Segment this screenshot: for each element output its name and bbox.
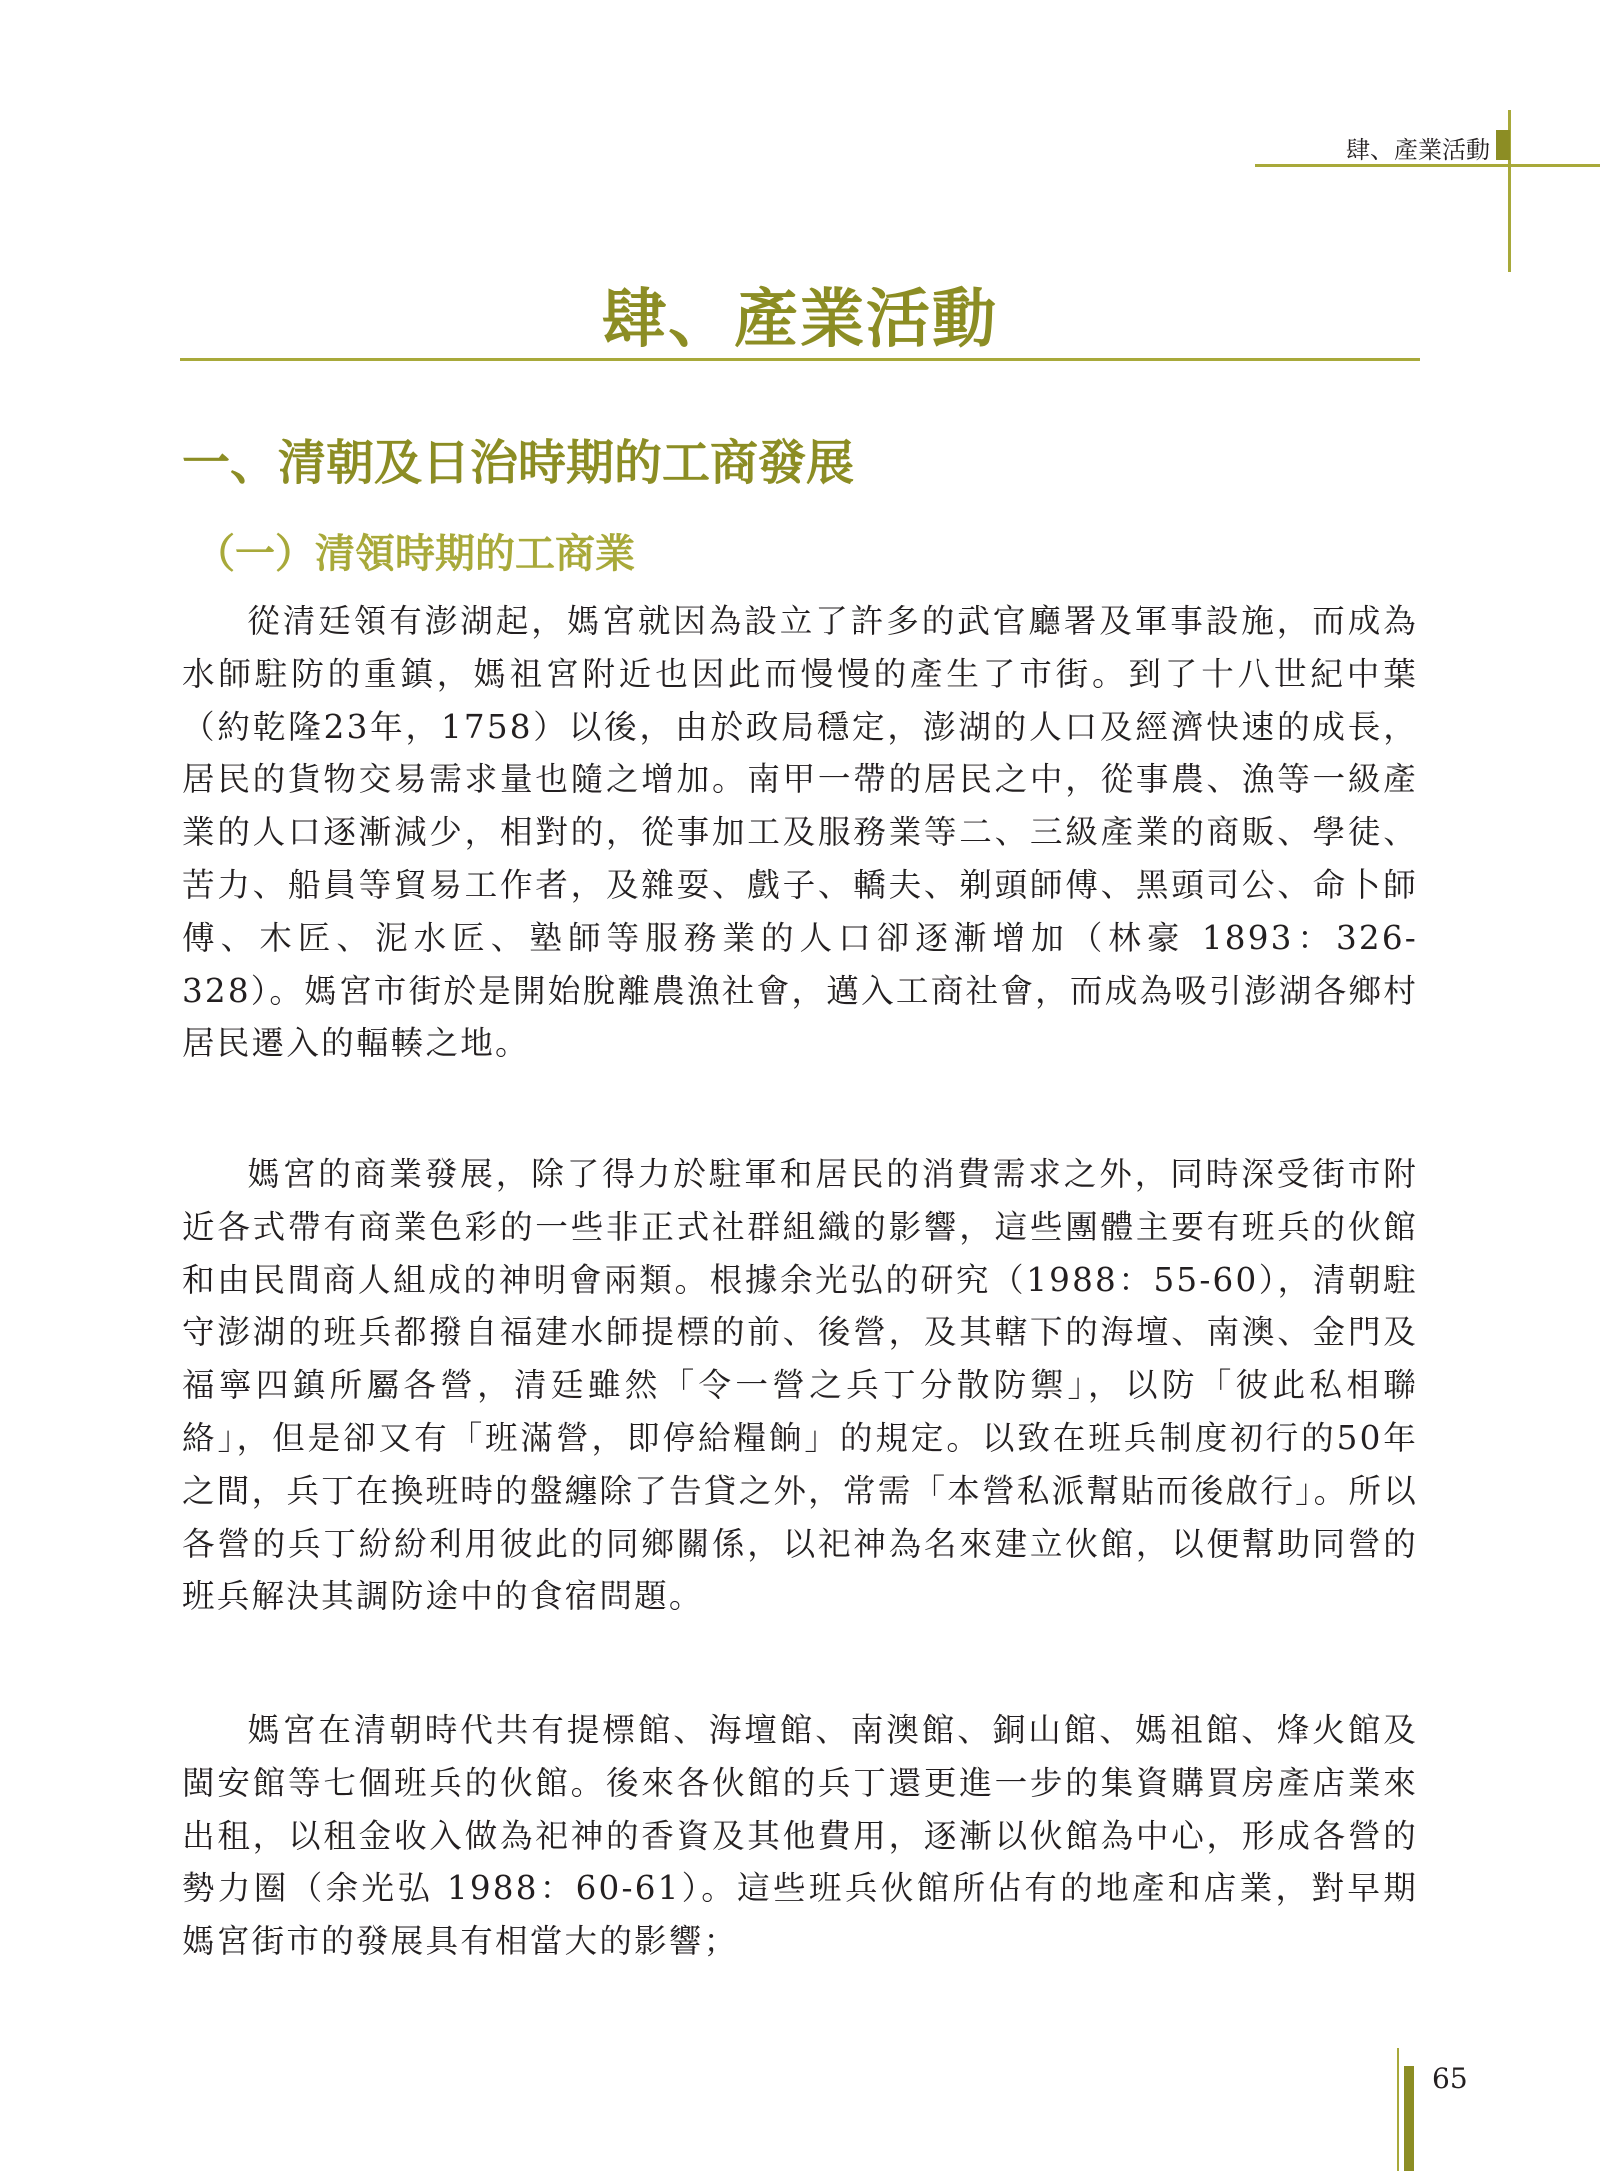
body-paragraph-2: 媽宮的商業發展，除了得力於駐軍和居民的消費需求之外，同時深受街市附近各式帶有商業色彩的一些非正式社群組織的影響，這些團體主要有班兵的伙館和由民間商人組成的神明會兩類。根據余光弘的研究（1988：55-60），清朝駐守澎湖的班兵都撥自福建水師提標的前、後營，及其轄下的海壇、南澳、金門及福寧四鎮所屬各營，清廷雖然「令一營之兵丁分散防禦」，以防「彼此私相聯絡」，但是卻又有「班滿營，即停給糧餉」的規定。以致在班兵制度初行的50年之間，兵丁在換班時的盤纏除了告貸之外，常需「本營私派幫貼而後啟行」。所以各營的兵丁紛紛利用彼此的同鄉關係，以祀神為名來建立伙館，以便幫助同營的班兵解決其調防途中的食宿問題。: [182, 1155, 1418, 1616]
footer-vertical-rule: [1397, 2048, 1399, 2171]
body-paragraph-1: 從清廷領有澎湖起，媽宮就因為設立了許多的武官廳署及軍事設施，而成為水師駐防的重鎮，媽祖宮附近也因此而慢慢的產生了市街。到了十八世紀中葉（約乾隆23年，1758）以後，由於政局穩定，澎湖的人口及經濟快速的成長，居民的貨物交易需求量也隨之增加。南甲一帶的居民之中，從事農、漁等一級產業的人口逐漸減少，相對的，從事加工及服務業等二、三級產業的商販、學徒、苦力、船員等貿易工作者，及雜耍、戲子、轎夫、剃頭師傅、黑頭司公、命卜師傅、木匠、泥水匠、塾師等服務業的人口卻逐漸增加（林豪 1893：326-328）。媽宮市街於是開始脫離農漁社會，邁入工商社會，而成為吸引澎湖各鄉村居民遷入的輻輳之地。: [182, 602, 1418, 1063]
chapter-title-rule: [180, 358, 1420, 361]
header-accent-block: [1496, 130, 1510, 160]
body-paragraph-3: 媽宮在清朝時代共有提標館、海壇館、南澳館、銅山館、媽祖館、烽火館及閩安館等七個班兵的伙館。後來各伙館的兵丁還更進一步的集資購買房產店業來出租，以租金收入做為祀神的香資及其他費用，逐漸以伙館為中心，形成各營的勢力圈（余光弘 1988：60-61）。這些班兵伙館所佔有的地產和店業，對早期媽宮街市的發展具有相當大的影響；: [182, 1711, 1418, 1961]
section-title: 一、清朝及日治時期的工商發展: [182, 435, 855, 491]
chapter-title: 肆、產業活動: [602, 282, 998, 357]
running-head: 肆、產業活動: [1346, 136, 1490, 164]
page-number: 65: [1432, 2062, 1468, 2095]
subsection-title: （一）清領時期的工商業: [195, 531, 635, 577]
footer-accent-block: [1404, 2066, 1414, 2171]
